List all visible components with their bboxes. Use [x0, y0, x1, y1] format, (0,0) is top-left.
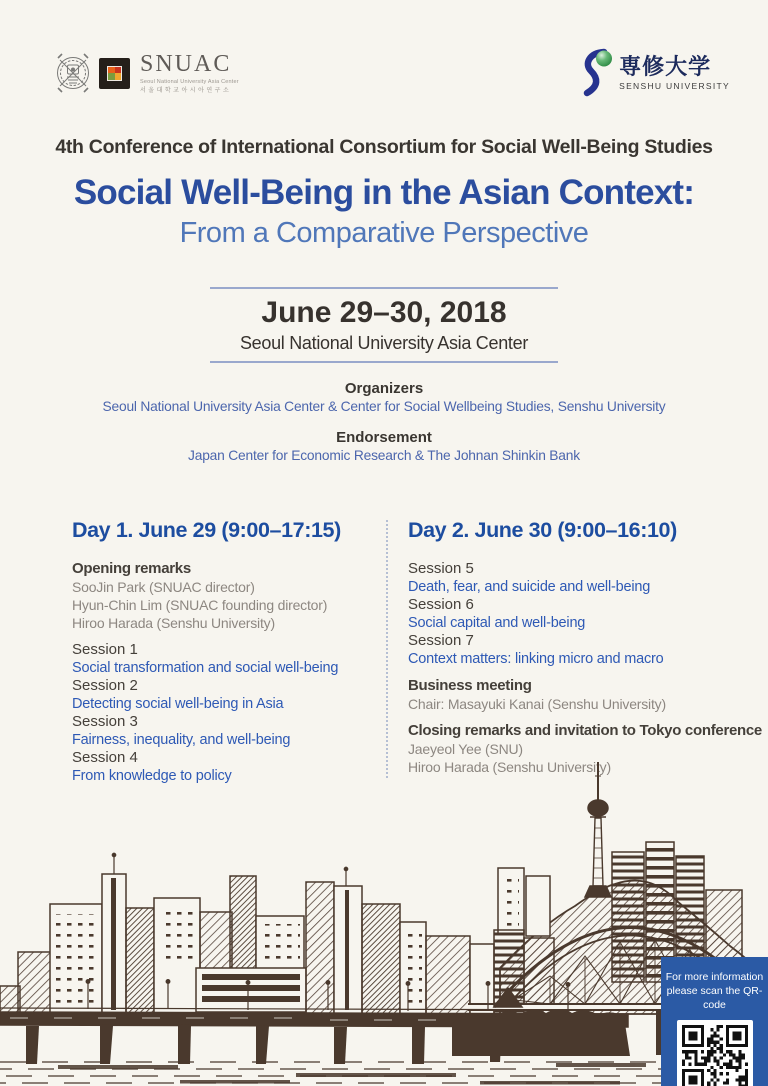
session-title: Social transformation and social well-being [72, 660, 339, 676]
session-label: Session 6 [408, 596, 474, 613]
senshu-mark-icon [577, 47, 615, 99]
snuac-subtitle-ko: 서울대학교아시아연구소 [140, 87, 232, 94]
snuac-wordmark [140, 52, 239, 94]
session-label: Session 4 [72, 749, 138, 766]
session-label: Session 7 [408, 632, 474, 649]
program-day1 [72, 518, 384, 794]
senshu-name-en: SENSHU UNIVERSITY [619, 80, 730, 91]
session-title: Social capital and well-being [408, 615, 586, 631]
session-title: Death, fear, and suicide and well-being [408, 579, 651, 595]
senshu-logo [577, 47, 730, 99]
host-logos [54, 48, 239, 98]
qr-code-icon [677, 1020, 753, 1086]
endorsement-text: Japan Center for Economic Research & The Johnan Shinkin Bank [188, 448, 580, 463]
speaker: SooJin Park (SNUAC director) [72, 579, 255, 595]
divider-rule-top [210, 287, 558, 289]
organizers-heading: Organizers [344, 380, 424, 397]
day2-business-meeting [408, 677, 764, 713]
senshu-wordmark [619, 53, 730, 91]
senshu-name-ja: 専修大学 [619, 53, 712, 79]
qr-info-panel [661, 957, 768, 1086]
speaker: Chair: Masayuki Kanai (Senshu University) [408, 696, 666, 712]
organizers-text: Seoul National University Asia Center & Center for Social Wellbeing Studies, Senshu University [102, 399, 666, 414]
program-day2 [408, 518, 764, 785]
business-meeting-title: Business meeting [408, 677, 532, 694]
session-label: Session 5 [408, 560, 474, 577]
endorsement-heading: Endorsement [336, 429, 432, 446]
snu-seal-icon [54, 48, 92, 98]
opening-remarks-title: Opening remarks [72, 560, 191, 577]
day2-sessions [408, 560, 764, 668]
session-title: Context matters: linking micro and macro [408, 651, 664, 667]
session-label: Session 2 [72, 677, 138, 694]
session-title: Detecting social well-being in Asia [72, 696, 284, 712]
conference-subtitle: From a Comparative Perspective [179, 217, 589, 249]
conference-title: Social Well-Being in the Asian Context: [73, 173, 695, 212]
column-divider [386, 520, 388, 778]
day1-heading: Day 1. June 29 (9:00–17:15) [72, 518, 341, 542]
snuac-subtitle-en: Seoul National University Asia Center [140, 79, 239, 86]
qr-info-line2: please scan the QR-code [666, 985, 763, 1011]
session-label: Session 3 [72, 713, 138, 730]
speaker: Jaeyeol Yee (SNU) [408, 741, 523, 757]
session-title: Fairness, inequality, and well-being [72, 732, 291, 748]
session-label: Session 1 [72, 641, 138, 658]
day2-heading: Day 2. June 30 (9:00–16:10) [408, 518, 677, 542]
divider-rule-bottom [210, 361, 558, 363]
day1-opening-remarks [72, 560, 384, 632]
speaker: Hyun-Chin Lim (SNUAC founding director) [72, 597, 328, 613]
qr-info-line1: For more information [665, 971, 764, 983]
speaker: Hiroo Harada (Senshu University) [72, 615, 275, 631]
snuac-name: SNUAC [140, 51, 232, 78]
conference-dates: June 29–30, 2018 [261, 296, 507, 329]
session-title: From knowledge to policy [72, 768, 232, 784]
seoul-skyline-illustration [0, 756, 768, 1086]
conference-venue: Seoul National University Asia Center [239, 333, 529, 353]
conference-series-line: 4th Conference of International Consortium for Social Well-Being Studies [55, 136, 713, 158]
snuac-mark-icon [99, 58, 130, 89]
closing-remarks-title: Closing remarks and invitation to Tokyo conference [408, 722, 762, 739]
speaker: Hiroo Harada (Senshu University) [408, 759, 611, 775]
